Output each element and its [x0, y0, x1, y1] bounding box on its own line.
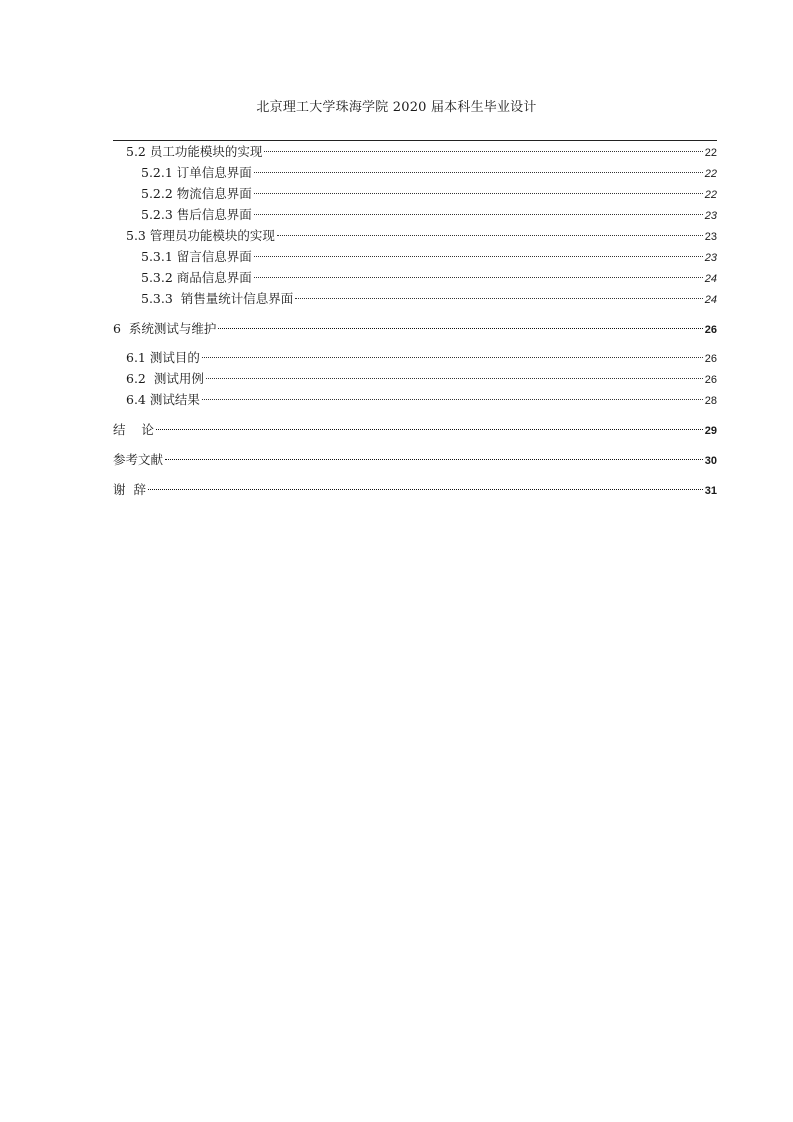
toc-entry-title: 5.3.2 商品信息界面 [141, 270, 252, 285]
toc-entry-title: 5.3 管理员功能模块的实现 [126, 228, 275, 243]
toc-entry-title: 6.2 测试用例 [126, 371, 204, 386]
toc-entry-page: 28 [704, 395, 717, 407]
toc-entry[interactable] [113, 420, 717, 441]
toc-entry[interactable] [113, 184, 717, 205]
toc-entry-title: 6.4 测试结果 [126, 392, 200, 407]
toc-entry-page: 26 [704, 353, 717, 365]
toc-dot-leader [254, 172, 703, 173]
toc-entry-title: 5.2.2 物流信息界面 [141, 186, 252, 201]
toc-dot-leader [218, 328, 702, 329]
toc-entry-page: 29 [704, 425, 717, 437]
toc-entry-page: 31 [704, 485, 717, 497]
toc-entry-title: 参考文献 [113, 452, 164, 467]
toc-entry[interactable] [113, 247, 717, 268]
toc-entry[interactable] [113, 450, 717, 471]
table-of-contents [113, 142, 717, 501]
toc-entry-page: 24 [704, 273, 717, 285]
toc-entry[interactable] [113, 369, 717, 390]
header-divider [113, 140, 717, 141]
toc-entry-title: 谢 辞 [113, 482, 146, 497]
toc-dot-leader [206, 378, 703, 379]
toc-entry-title: 6 系统测试与维护 [113, 321, 217, 336]
toc-entry-title: 5.3.3 销售量统计信息界面 [141, 291, 294, 306]
toc-entry-title: 5.3.1 留言信息界面 [141, 249, 252, 264]
toc-entry[interactable] [113, 163, 717, 184]
toc-dot-leader [202, 357, 703, 358]
toc-entry-page: 30 [704, 455, 717, 467]
toc-dot-leader [202, 399, 703, 400]
toc-entry-title: 5.2.1 订单信息界面 [141, 165, 252, 180]
toc-dot-leader [254, 214, 703, 215]
toc-entry[interactable] [113, 348, 717, 369]
toc-entry[interactable] [113, 205, 717, 226]
toc-dot-leader [254, 277, 703, 278]
toc-entry-title: 5.2.3 售后信息界面 [141, 207, 252, 222]
toc-dot-leader [254, 256, 703, 257]
toc-dot-leader [277, 235, 703, 236]
toc-entry-page: 23 [704, 252, 717, 264]
toc-entry[interactable] [113, 142, 717, 163]
toc-entry[interactable] [113, 289, 717, 310]
toc-entry-title: 结 论 [113, 422, 154, 437]
toc-entry-title: 5.2 员工功能模块的实现 [126, 144, 263, 159]
toc-dot-leader [156, 429, 703, 430]
toc-dot-leader [148, 489, 703, 490]
toc-entry[interactable] [113, 226, 717, 247]
toc-entry[interactable] [113, 480, 717, 501]
toc-entry-title: 6.1 测试目的 [126, 350, 200, 365]
toc-dot-leader [254, 193, 703, 194]
toc-entry-page: 23 [704, 231, 717, 243]
toc-dot-leader [264, 151, 702, 152]
toc-entry-page: 24 [704, 294, 717, 306]
toc-entry[interactable] [113, 319, 717, 340]
toc-entry[interactable] [113, 390, 717, 411]
toc-dot-leader [295, 298, 702, 299]
toc-entry[interactable] [113, 268, 717, 289]
toc-entry-page: 22 [704, 189, 717, 201]
toc-entry-page: 22 [704, 168, 717, 180]
toc-entry-page: 26 [704, 374, 717, 386]
toc-entry-page: 26 [704, 324, 717, 336]
toc-dot-leader [165, 459, 703, 460]
page-header: 北京理工大学珠海学院 2020 届本科生毕业设计 [256, 100, 537, 115]
toc-entry-page: 23 [704, 210, 717, 222]
toc-entry-page: 22 [704, 147, 717, 159]
